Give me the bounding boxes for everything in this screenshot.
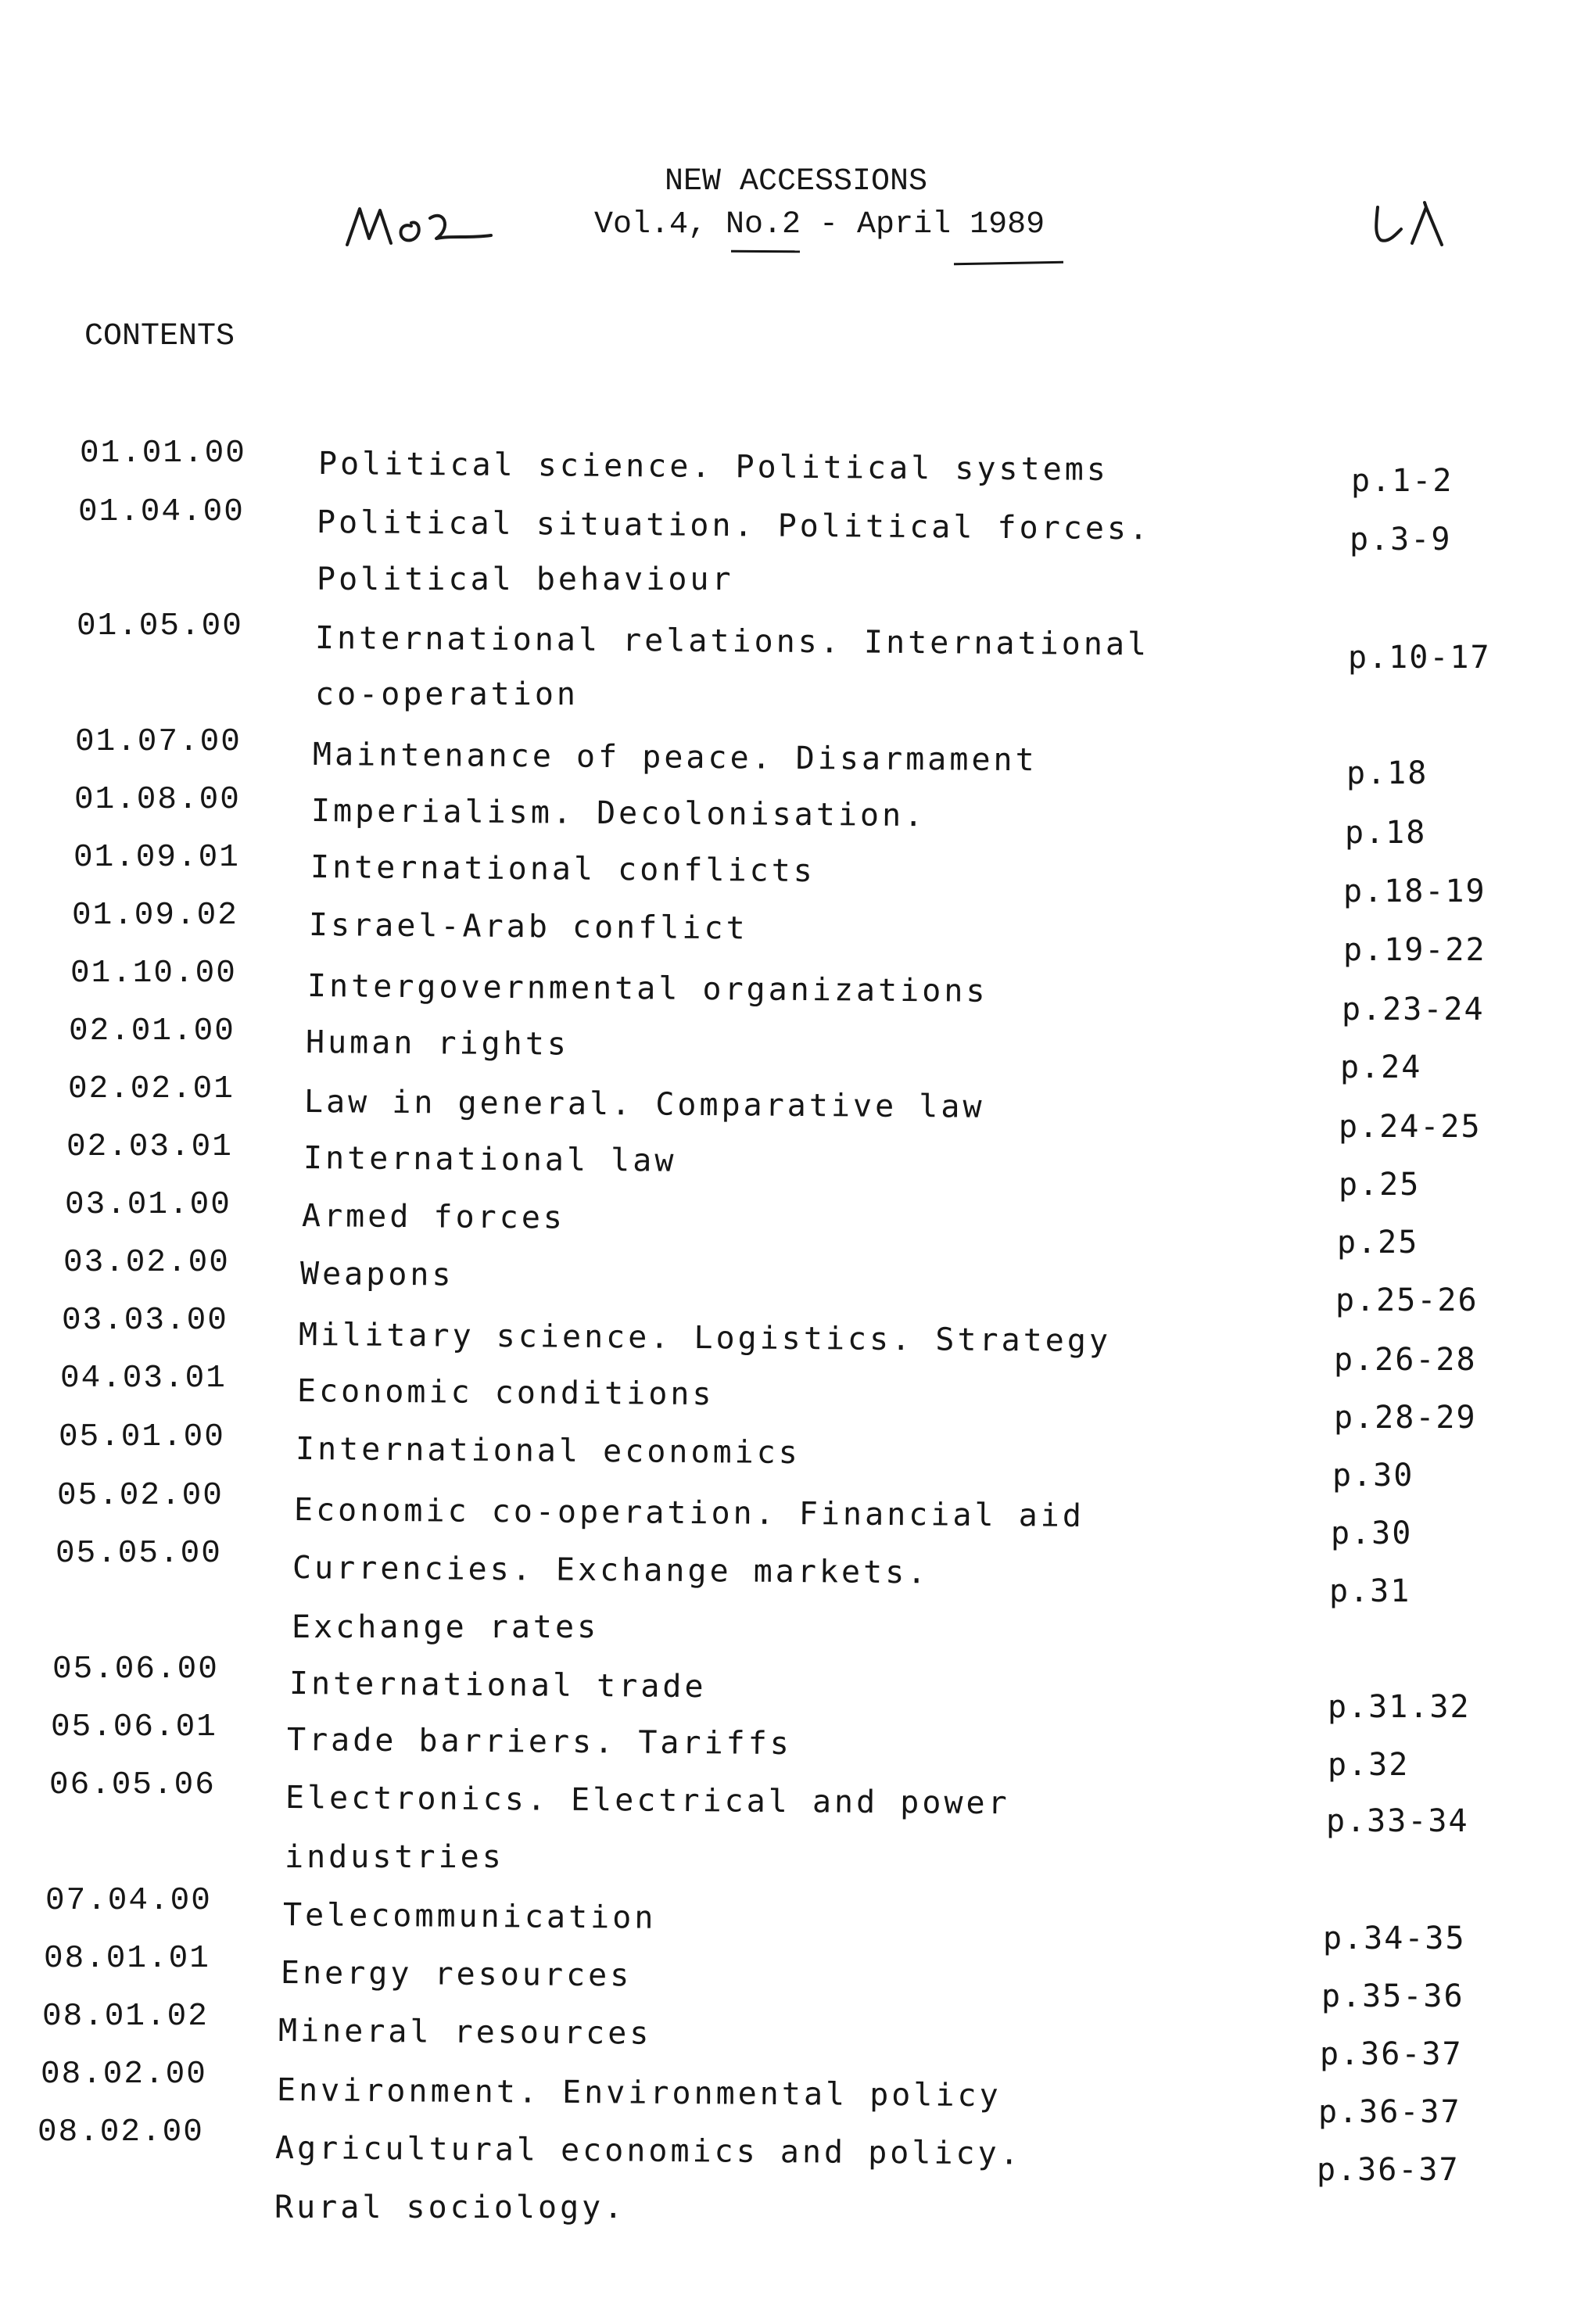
- entry-code: 03.01.00: [65, 1187, 231, 1223]
- entry-subject: Economic co-operation. Financial aid: [293, 1492, 1085, 1534]
- entry-subject-cont: Rural sociology.: [274, 2190, 626, 2225]
- entry-code: 05.05.00: [56, 1536, 222, 1572]
- entry-pages: p.10-17: [1348, 640, 1491, 676]
- entry-subject: Weapons: [299, 1256, 454, 1293]
- entry-subject: Political situation. Political forces.: [316, 504, 1152, 547]
- entry-subject: Armed forces: [301, 1198, 566, 1236]
- entry-code: 05.06.01: [51, 1709, 217, 1745]
- entry-pages: p.33-34: [1326, 1803, 1469, 1839]
- entry-subject: Military science. Logistics. Strategy: [298, 1317, 1112, 1360]
- entry-pages: p.30: [1331, 1515, 1413, 1551]
- entry-code: 01.08.00: [74, 782, 241, 818]
- entry-subject: Trade barriers. Tariffs: [286, 1722, 793, 1763]
- entry-code: 03.02.00: [63, 1245, 230, 1281]
- entry-pages: p.30: [1332, 1458, 1414, 1494]
- entry-subject: International law: [303, 1140, 677, 1179]
- entry-subject: Economic conditions: [296, 1373, 715, 1413]
- entry-subject: Imperialism. Decolonisation.: [310, 793, 927, 834]
- entry-pages: p.18: [1346, 755, 1428, 791]
- entry-code: 03.03.00: [62, 1303, 228, 1339]
- entry-code: 01.04.00: [78, 494, 245, 530]
- entry-code: 01.01.00: [80, 436, 246, 472]
- entry-subject: Telecommunication: [282, 1897, 657, 1936]
- entry-pages: p.36-37: [1320, 2036, 1463, 2072]
- entry-code: 01.05.00: [77, 608, 243, 644]
- entry-subject-cont: co-operation: [315, 676, 579, 712]
- entry-subject-cont: Exchange rates: [292, 1609, 600, 1645]
- entry-code: 08.01.01: [44, 1941, 210, 1977]
- entry-subject: Political science. Political systems: [317, 446, 1109, 488]
- entry-pages: p.18: [1345, 815, 1427, 851]
- entry-subject: Currencies. Exchange markets.: [292, 1550, 930, 1591]
- entry-subject: Law in general. Comparative law: [303, 1084, 985, 1125]
- entry-pages: p.24-25: [1339, 1109, 1482, 1145]
- entry-code: 02.01.00: [69, 1013, 235, 1049]
- entry-pages: p.1-2: [1351, 463, 1454, 499]
- entry-subject: Environment. Environmental policy: [276, 2072, 1002, 2114]
- entry-subject: Energy resources: [280, 1955, 633, 1994]
- entry-pages: p.35-36: [1321, 1978, 1464, 2014]
- entry-code: 08.02.00: [41, 2057, 207, 2093]
- entry-code: 05.02.00: [57, 1478, 224, 1514]
- entry-code: 02.02.01: [68, 1071, 235, 1107]
- entry-subject-cont: industries: [285, 1839, 504, 1875]
- entry-subject: Maintenance of peace. Disarmament: [312, 737, 1038, 779]
- issue-line: Vol.4, No.2 - April 1989: [594, 207, 1045, 242]
- entry-subject: International trade: [289, 1666, 707, 1705]
- entry-subject: International relations. International: [314, 620, 1150, 663]
- entry-pages: p.25: [1337, 1225, 1419, 1261]
- entry-subject: International conflicts: [310, 849, 816, 890]
- handwritten-annotation-right: [1370, 199, 1456, 254]
- entry-code: 07.04.00: [45, 1883, 212, 1919]
- entry-code: 08.02.00: [38, 2114, 204, 2150]
- entry-pages: p.24: [1340, 1049, 1422, 1085]
- entry-subject: Electronics. Electrical and power: [285, 1780, 1010, 1822]
- entry-subject: International economics: [295, 1431, 801, 1472]
- entry-pages: p.3-9: [1350, 522, 1452, 558]
- entry-subject-cont: Political behaviour: [317, 561, 734, 597]
- entry-pages: p.31: [1329, 1573, 1411, 1609]
- entry-pages: p.18-19: [1343, 873, 1486, 909]
- entry-subject: Agricultural economics and policy.: [274, 2130, 1022, 2172]
- entry-code: 04.03.01: [60, 1361, 227, 1397]
- entry-pages: p.34-35: [1323, 1921, 1466, 1956]
- entry-code: 01.09.01: [73, 840, 240, 876]
- entry-pages: p.28-29: [1334, 1400, 1477, 1436]
- entry-code: 02.03.01: [66, 1129, 233, 1165]
- entry-code: 05.01.00: [59, 1419, 225, 1455]
- entry-subject: Israel-Arab conflict: [308, 907, 748, 947]
- document-title: NEW ACCESSIONS: [665, 164, 928, 199]
- entry-pages: p.36-37: [1317, 2152, 1460, 2188]
- handwritten-annotation-left: [342, 199, 499, 254]
- issue-number-underline: [731, 250, 800, 253]
- issue-year-underline: [954, 261, 1063, 265]
- entry-code: 01.10.00: [70, 956, 237, 992]
- entry-pages: p.32: [1328, 1747, 1410, 1783]
- entry-pages: p.25-26: [1335, 1282, 1479, 1318]
- entry-pages: p.26-28: [1334, 1342, 1477, 1378]
- entry-code: 08.01.02: [42, 1999, 209, 2035]
- contents-heading: CONTENTS: [84, 319, 235, 354]
- entry-pages: p.36-37: [1318, 2094, 1461, 2130]
- entry-pages: p.25: [1339, 1167, 1421, 1203]
- entry-pages: p.31.32: [1328, 1689, 1471, 1725]
- entry-subject: Mineral resources: [278, 2013, 652, 2052]
- entry-pages: p.23-24: [1342, 992, 1485, 1028]
- entry-pages: p.19-22: [1343, 932, 1486, 968]
- entry-subject: Intergovernmental organizations: [306, 968, 988, 1010]
- entry-code: 06.05.06: [49, 1767, 216, 1803]
- entry-code: 01.07.00: [75, 724, 242, 760]
- entry-subject: Human rights: [305, 1024, 570, 1063]
- entry-code: 01.09.02: [72, 898, 238, 934]
- entry-code: 05.06.00: [52, 1652, 219, 1687]
